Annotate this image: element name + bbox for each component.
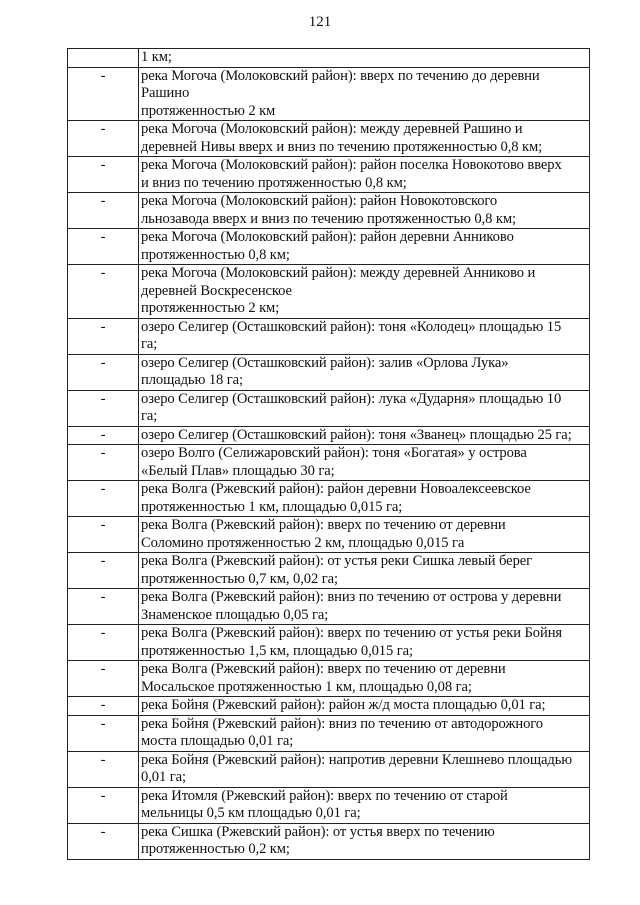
- table-row: [68, 445, 590, 481]
- row-marker: -: [68, 157, 139, 193]
- table-row: [68, 553, 590, 589]
- row-text: река Бойня (Ржевский район): напротив деревни Клешнево площадью 0,01 га;: [139, 751, 590, 787]
- row-text: 1 км;: [139, 49, 590, 68]
- row-text: река Могоча (Молоковский район): район деревни Анниково протяженностью 0,8 км;: [139, 229, 590, 265]
- table-row: [68, 121, 590, 157]
- row-text: озеро Селигер (Осташковский район): тоня «Колодец» площадью 15 га;: [139, 318, 590, 354]
- row-marker: -: [68, 354, 139, 390]
- row-marker: -: [68, 390, 139, 426]
- row-text: река Могоча (Молоковский район): между деревней Анниково и деревней Воскресенское протяженностью 2 км;: [139, 265, 590, 319]
- row-text: озеро Селигер (Осташковский район): залив «Орлова Лука» площадью 18 га;: [139, 354, 590, 390]
- table-row: [68, 517, 590, 553]
- row-marker: -: [68, 553, 139, 589]
- row-text: река Могоча (Молоковский район): между деревней Рашино и деревней Нивы вверх и вниз по течению протяженностью 0,8 км;: [139, 121, 590, 157]
- table-row: [68, 481, 590, 517]
- table-row: [68, 354, 590, 390]
- table-row: [68, 193, 590, 229]
- row-text: река Итомля (Ржевский район): вверх по течению от старой мельницы 0,5 км площадью 0,01 га;: [139, 787, 590, 823]
- row-marker: -: [68, 589, 139, 625]
- row-text: озеро Селигер (Осташковский район): лука «Дударня» площадью 10 га;: [139, 390, 590, 426]
- row-marker: -: [68, 426, 139, 445]
- table-row: [68, 625, 590, 661]
- page-number: 121: [308, 14, 332, 30]
- row-text: река Бойня (Ржевский район): район ж/д моста площадью 0,01 га;: [139, 697, 590, 716]
- table-row: [68, 661, 590, 697]
- table-row: [68, 265, 590, 319]
- table-row: [68, 390, 590, 426]
- row-text: река Волга (Ржевский район): вверх по течению от устья реки Бойня протяженностью 1,5 км, площадью 0,015 га;: [139, 625, 590, 661]
- table-row: [68, 318, 590, 354]
- row-marker: -: [68, 697, 139, 716]
- table-row: [68, 426, 590, 445]
- row-marker: -: [68, 661, 139, 697]
- row-marker: -: [68, 445, 139, 481]
- fishing-areas-table: [67, 48, 590, 860]
- row-marker: [68, 49, 139, 68]
- row-text: река Волга (Ржевский район): от устья реки Сишка левый берег протяженностью 0,7 км, 0,02 га;: [139, 553, 590, 589]
- row-text: река Волга (Ржевский район): вверх по течению от деревни Соломино протяженностью 2 км, площадью 0,015 га: [139, 517, 590, 553]
- row-marker: -: [68, 229, 139, 265]
- row-text: река Волга (Ржевский район): район деревни Новоалексеевское протяженностью 1 км, площадью 0,015 га;: [139, 481, 590, 517]
- row-marker: -: [68, 517, 139, 553]
- row-marker: -: [68, 265, 139, 319]
- table-row: [68, 157, 590, 193]
- row-text: озеро Волго (Селижаровский район): тоня «Богатая» у острова «Белый Плав» площадью 30 га;: [139, 445, 590, 481]
- row-text: река Могоча (Молоковский район): район поселка Новокотово вверх и вниз по течению протяженностью 0,8 км;: [139, 157, 590, 193]
- row-marker: -: [68, 715, 139, 751]
- row-marker: -: [68, 318, 139, 354]
- row-marker: -: [68, 751, 139, 787]
- row-text: река Сишка (Ржевский район): от устья вверх по течению протяженностью 0,2 км;: [139, 823, 590, 859]
- table-row: [68, 697, 590, 716]
- row-text: озеро Селигер (Осташковский район): тоня «Званец» площадью 25 га;: [139, 426, 590, 445]
- table-row: [68, 67, 590, 121]
- row-marker: -: [68, 193, 139, 229]
- table-row: [68, 715, 590, 751]
- row-text: река Бойня (Ржевский район): вниз по течению от автодорожного моста площадью 0,01 га;: [139, 715, 590, 751]
- row-text: река Могоча (Молоковский район): район Новокотовского льнозавода вверх и вниз по течению протяженностью 0,8 км;: [139, 193, 590, 229]
- row-marker: -: [68, 121, 139, 157]
- row-text: река Волга (Ржевский район): вниз по течению от острова у деревни Знаменское площадью 0,05 га;: [139, 589, 590, 625]
- table-row: [68, 589, 590, 625]
- table-body: [68, 49, 590, 860]
- table-row: [68, 823, 590, 859]
- table-row: [68, 229, 590, 265]
- row-text: река Могоча (Молоковский район): вверх по течению до деревни Рашино протяженностью 2 км: [139, 67, 590, 121]
- row-marker: -: [68, 823, 139, 859]
- row-marker: -: [68, 625, 139, 661]
- table-row: [68, 49, 590, 68]
- row-marker: -: [68, 481, 139, 517]
- row-text: река Волга (Ржевский район): вверх по течению от деревни Мосальское протяженностью 1 км, площадью 0,08 га;: [139, 661, 590, 697]
- row-marker: -: [68, 787, 139, 823]
- table-row: [68, 787, 590, 823]
- row-marker: -: [68, 67, 139, 121]
- table-row: [68, 751, 590, 787]
